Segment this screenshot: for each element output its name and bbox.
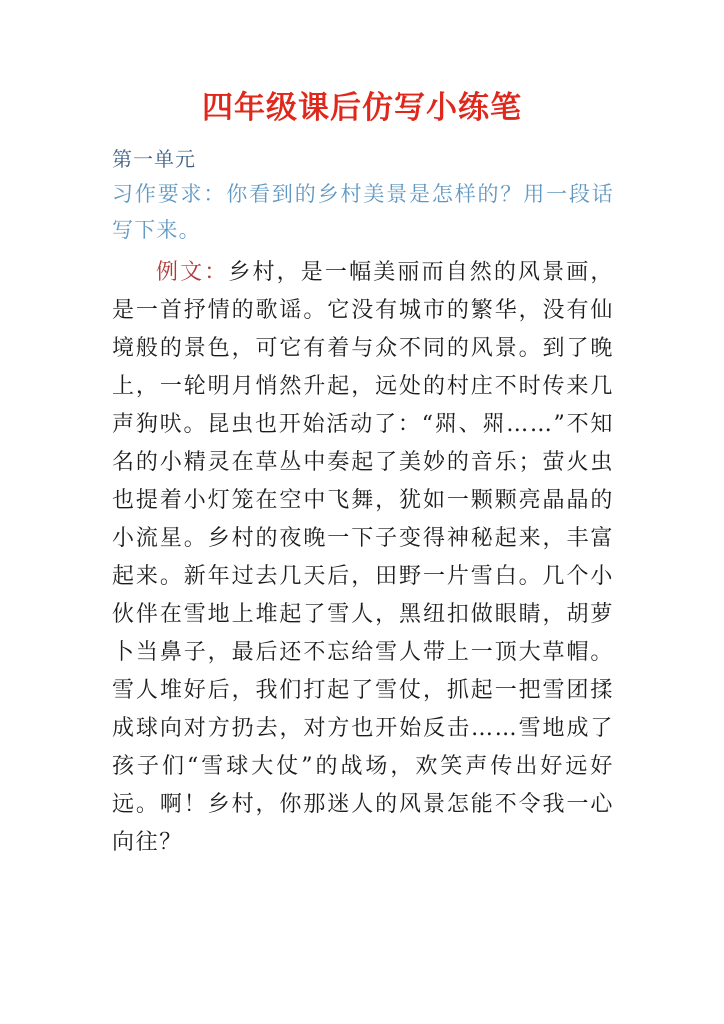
unit-label: 第一单元 bbox=[112, 147, 196, 171]
page-title: 四年级课后仿写小练笔 bbox=[202, 90, 522, 126]
sample-essay-text: 乡村，是一幅美丽而自然的风景画，是一首抒情的歌谣。它没有城市的繁华，没有仙境般的景色，可它有着与众不同的风景。到了晚上，一轮明月悄然升起，远处的村庄不时传来几声狗吠。昆虫也开始活动了：“喌、喌……”不知名的小精灵在草丛中奏起了美妙的音乐；萤火虫也提着小灯笼在空中飞舞，犹如一颗颗亮晶晶的小流星。乡村的夜晚一下子变得神秘起来，丰富起来。新年过去几天后，田野一片雪白。几个小伙伴在雪地上堆起了雪人，黑纽扣做眼睛，胡萝卜当鼻子，最后还不忘给雪人带上一顶大草帽。雪人堆好后，我们打起了雪仗，抓起一把雪团揉成球向对方扔去，对方也开始反击……雪地成了孩子们“雪球大仗”的战场，欢笑声传出好远好远。啊！乡村，你那迷人的风景怎能不令我一心向往？ bbox=[112, 260, 614, 855]
writing-prompt: 习作要求：你看到的乡村美景是怎样的？用一段话写下来。 bbox=[112, 182, 614, 242]
document-body bbox=[112, 142, 614, 884]
sample-essay-paragraph bbox=[112, 254, 614, 862]
sample-essay-label: 例文： bbox=[156, 260, 229, 285]
